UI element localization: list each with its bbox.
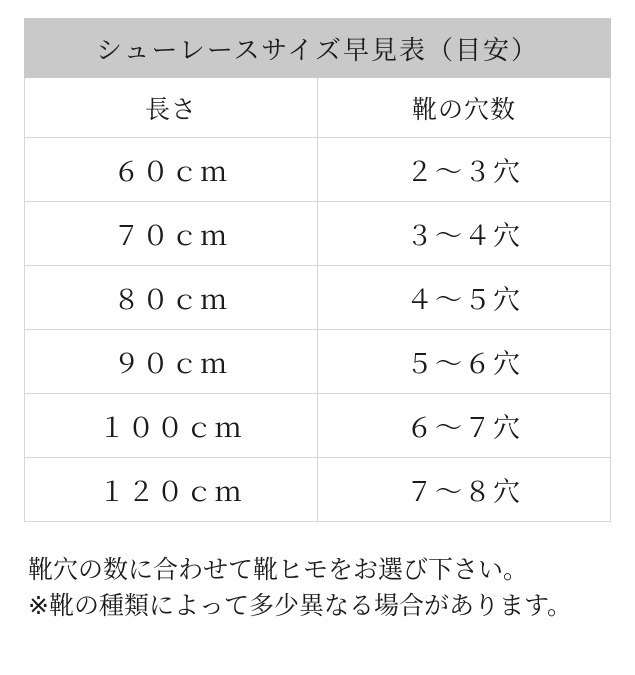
note-line-1: 靴穴の数に合わせて靴ヒモをお選び下さい。 — [28, 555, 529, 584]
cell-eyelets: ６〜７穴 — [318, 394, 611, 458]
table-row — [25, 138, 611, 202]
cell-length: ８０ｃｍ — [25, 266, 318, 330]
table-caption-row — [25, 19, 611, 78]
cell-eyelets: ７〜８穴 — [318, 458, 611, 522]
table-row — [25, 202, 611, 266]
table-row — [25, 330, 611, 394]
table-body — [25, 19, 611, 522]
note-line-2: ※靴の種類によって多少異なる場合があります。 — [28, 591, 572, 621]
cell-length: ６０ｃｍ — [25, 138, 318, 202]
cell-length: １００ｃｍ — [25, 394, 318, 458]
notes-section — [24, 552, 611, 625]
shoelace-size-table — [24, 18, 611, 522]
column-header-length: 長さ — [25, 78, 318, 138]
table-row — [25, 394, 611, 458]
table-row — [25, 266, 611, 330]
column-header-eyelets: 靴の穴数 — [318, 78, 611, 138]
cell-eyelets: ５〜６穴 — [318, 330, 611, 394]
cell-length: ９０ｃｍ — [25, 330, 318, 394]
table-caption: シューレースサイズ早見表（目安） — [25, 19, 611, 78]
cell-eyelets: ４〜５穴 — [318, 266, 611, 330]
table-row — [25, 458, 611, 522]
cell-length: ７０ｃｍ — [25, 202, 318, 266]
cell-eyelets: ３〜４穴 — [318, 202, 611, 266]
cell-length: １２０ｃｍ — [25, 458, 318, 522]
table-header-row — [25, 78, 611, 138]
cell-eyelets: ２〜３穴 — [318, 138, 611, 202]
